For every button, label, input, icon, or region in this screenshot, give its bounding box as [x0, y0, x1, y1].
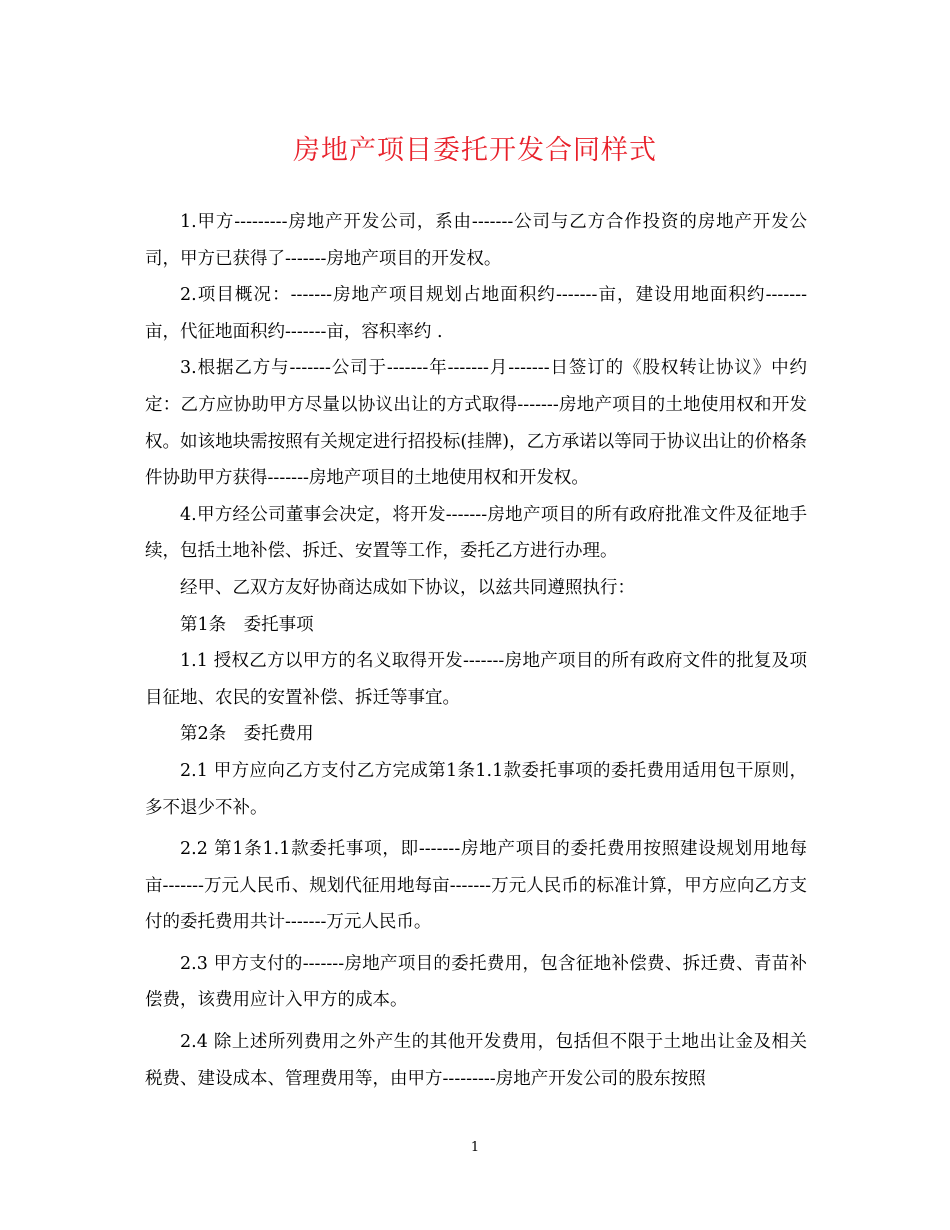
- paragraph-board-decision: 4.甲方经公司董事会决定，将开发-------房地产项目的所有政府批准文件及征地手续，包括土地补偿、拆迁、安置等工作，委托乙方进行办理。: [145, 504, 807, 562]
- clause-1-1: 1.1 授权乙方以甲方的名义取得开发-------房地产项目的所有政府文件的批复及项目征地、农民的安置补偿、拆迁等事宜。: [145, 651, 807, 708]
- clause-2-1: 2.1 甲方应向乙方支付乙方完成第1条1.1款委托事项的委托费用适用包干原则，多不退少不补。: [145, 760, 807, 818]
- paragraph-party-a: 1.甲方---------房地产开发公司，系由-------公司与乙方合作投资的房地产开发公司，甲方已获得了-------房地产项目的开发权。: [145, 212, 807, 269]
- article-2-heading: 第2条 委托费用: [180, 724, 314, 745]
- clause-2-3: 2.3 甲方支付的-------房地产项目的委托费用，包含征地补偿费、拆迁费、青苗补偿费，该费用应计入甲方的成本。: [145, 953, 807, 1011]
- paragraph-project-overview: 2.项目概况：-------房地产项目规划占地面积约-------亩，建设用地面积约-------亩，代征地面积约-------亩，容积率约 .: [145, 285, 807, 342]
- paragraph-agreement-intro: 经甲、乙双方友好协商达成如下协议，以兹共同遵照执行：: [180, 577, 635, 598]
- document-body: [145, 204, 807, 1097]
- paragraph-equity-agreement: 3.根据乙方与-------公司于-------年-------月-------日签订的《股权转让协议》中约定：乙方应协助甲方尽量以协议出让的方式取得-------房地产项目的土地使用权和开发权。如该地块需按照有关规定进行招投标(挂牌)，乙方承诺以等同于协议出让的价格条件协助甲方获得-------房地产项目的土地使用权和开发权。: [145, 358, 807, 489]
- clause-2-4: 2.4 除上述所列费用之外产生的其他开发费用，包括但不限于土地出让金及相关税费、建设成本、管理费用等，由甲方---------房地产开发公司的股东按照: [145, 1032, 807, 1089]
- article-1-heading: 第1条 委托事项: [180, 614, 314, 635]
- page-number: 1: [470, 1140, 480, 1155]
- document-title: 房地产项目委托开发合同样式: [293, 135, 657, 166]
- clause-2-2: 2.2 第1条1.1款委托事项，即-------房地产项目的委托费用按照建设规划用地每亩-------万元人民币、规划代征用地每亩-------万元人民币的标准计算，甲方应向乙方支付的委托费用共计-------万元人民币。: [145, 839, 807, 933]
